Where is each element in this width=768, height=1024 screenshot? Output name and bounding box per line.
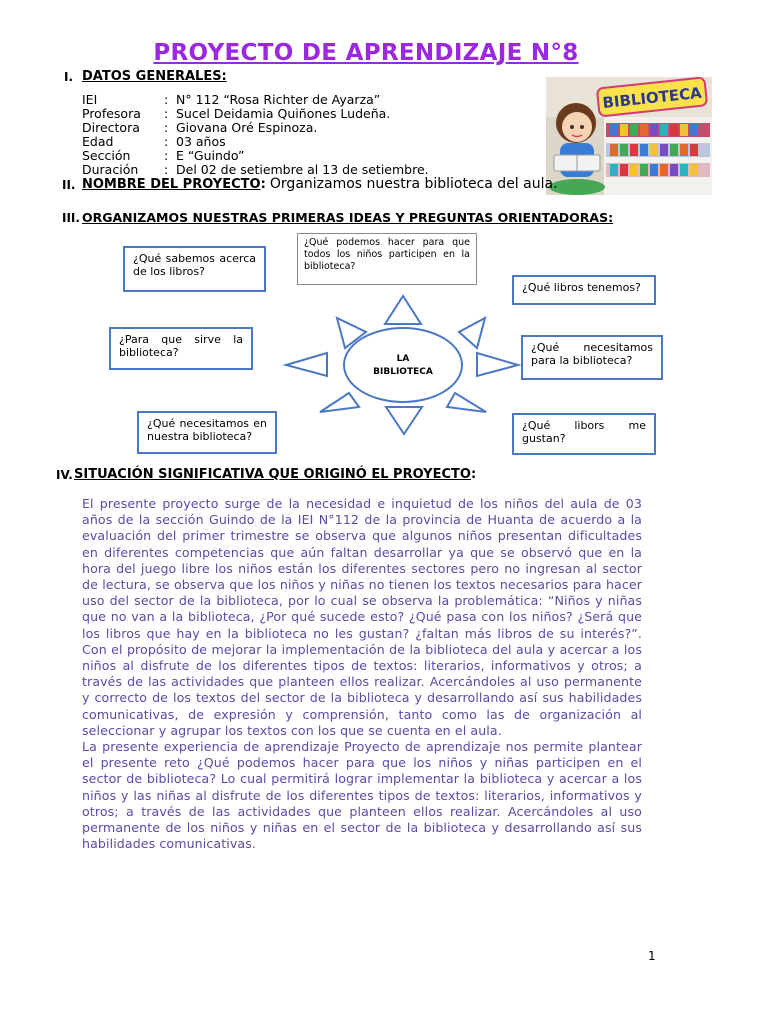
section-4-line [74, 467, 476, 482]
situation-text [82, 496, 642, 852]
row-colon: : [164, 106, 169, 121]
row-key: Profesora [82, 106, 141, 121]
center-label [344, 353, 462, 379]
sun-ray-upper-right [459, 318, 485, 348]
row-key: Directora [82, 120, 140, 135]
row-colon: : [164, 148, 169, 163]
sun-ray-bottom [386, 407, 422, 434]
sun-ray-lower-right [447, 393, 486, 412]
section-2-heading: NOMBRE DEL PROYECTO [82, 177, 261, 192]
row-colon: : [164, 162, 169, 177]
question-box: ¿Para que sirve la biblioteca? [109, 327, 253, 370]
section-3-number: III. [62, 211, 80, 225]
question-box: ¿Qué podemos hacer para que todos los niños participen en la biblioteca? [297, 233, 477, 285]
question-box: ¿Qué sabemos acerca de los libros? [123, 246, 266, 292]
row-key: Edad [82, 134, 114, 149]
row-key: Duración [82, 162, 139, 177]
center-label-line1: LA [396, 354, 410, 364]
sign-text: BIBLIOTECA [601, 83, 703, 113]
section-4-number: IV. [56, 468, 73, 482]
row-key: Sección [82, 148, 131, 163]
page-number: 1 [648, 949, 656, 963]
project-name: Organizamos nuestra biblioteca del aula. [269, 176, 558, 192]
row-value: Del 02 de setiembre al 13 de setiembre. [176, 162, 429, 177]
paragraph: El presente proyecto surge de la necesidad e inquietud de los niños del aula de 03 años de la sección Guindo de la IEI N°112 de la provincia de Huanta de acuerdo a la evaluación del primer trimestre se observa que algunos niños presentan dificultades en diferentes competencias que aún faltan desarrollar ya que se observó que en la hora del juego libre los niños están los diferentes sectores pero no ingresan al sector de lectura, se observa que los niños y niñas no tienen los textos necesarios para hacer uso del sector de la biblioteca, por lo cual se observa la problemática: “Niños y niñas que no van a la biblioteca, ¿Por qué sucede esto? ¿Qué pasa con los niños? ¿Será que los libros que hay en la biblioteca no les gustan? ¿faltan más libros de su interés?”. Con el propósito de mejorar la implementación de la biblioteca del aula y acercar a los niños al disfrute de los diferentes tipos de textos: literarios, informativos y otros; a través de las actividades que planteen ellos realizar. Acercándoles al uso permanente y correcto de los textos del sector de la biblioteca y desarrollando así sus habilidades comunicativas, de expresión y comprensión, tanto como las de organización al seleccionar y agrupar los textos con los que se cuenta en el aula. [82, 496, 642, 738]
question-box: ¿Qué libros tenemos? [512, 275, 656, 305]
row-value: Giovana Oré Espinoza. [176, 120, 318, 135]
question-box: ¿Qué necesitamos para la biblioteca? [521, 335, 663, 380]
row-key: IEI [82, 92, 98, 107]
paragraph: La presente experiencia de aprendizaje Proyecto de aprendizaje nos permite plantear el presente reto ¿Qué podemos hacer para que los niños y niñas participen en el sector de biblioteca? Lo cual permitirá lograr implementar la biblioteca y acercar a los niños y las niñas al disfrute de los diferentes tipos de textos: literarios, informativos y otros; a través de las actividades que planteen ellos realizar. Acercándoles al uso permanente de los niños y niñas en el sector de la biblioteca y desarrollando así sus habilidades comunicativas. [82, 739, 642, 852]
section-4-colon: : [470, 467, 477, 482]
center-label-line2: BIBLIOTECA [373, 367, 433, 377]
section-2-number: II. [62, 178, 76, 192]
row-value: N° 112 “Rosa Richter de Ayarza” [176, 92, 381, 107]
row-colon: : [164, 92, 169, 107]
sun-ray-lower-left [320, 393, 359, 412]
section-2-colon: : [260, 177, 266, 192]
section-1-heading: DATOS GENERALES: [82, 69, 227, 84]
sun-ray-right [477, 353, 518, 376]
sun-ray-left [286, 353, 327, 376]
question-box: ¿Qué libors me gustan? [512, 413, 656, 455]
section-4-heading: SITUACIÓN SIGNIFICATIVA QUE ORIGINÓ EL PROYECTO [74, 467, 471, 482]
row-value: Sucel Deidamia Quiñones Ludeña. [176, 106, 391, 121]
document-title: PROYECTO DE APRENDIZAJE N°8 [153, 40, 579, 66]
question-box: ¿Qué necesitamos en nuestra biblioteca? [137, 411, 277, 454]
sun-ray-top [385, 296, 421, 324]
row-colon: : [164, 120, 169, 135]
row-value: 03 años [176, 134, 226, 149]
row-value: E “Guindo” [176, 148, 245, 163]
row-colon: : [164, 134, 169, 149]
section-3-heading: ORGANIZAMOS NUESTRAS PRIMERAS IDEAS Y PREGUNTAS ORIENTADORAS: [82, 210, 614, 225]
section-1-number: I. [64, 70, 74, 84]
